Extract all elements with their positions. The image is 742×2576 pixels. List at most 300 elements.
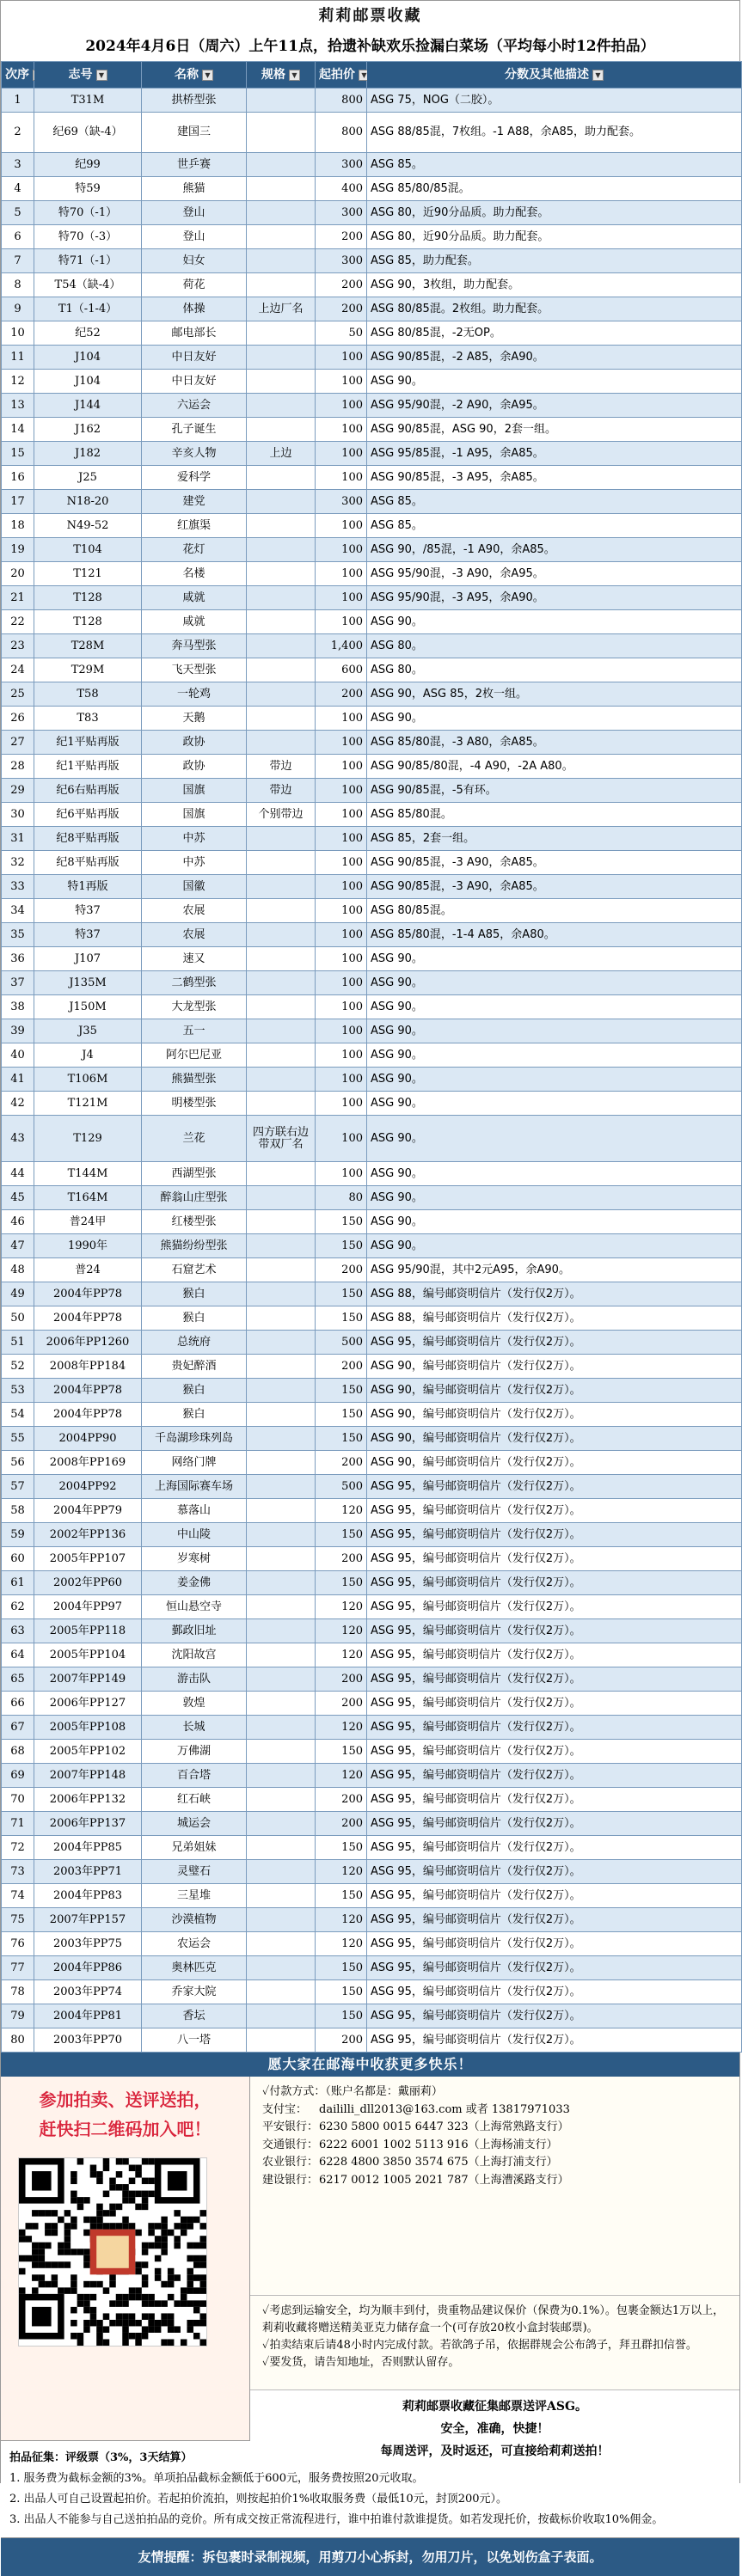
col-description-cell: ASG 85。 <box>367 490 742 514</box>
col-code-cell: T1（-1-4） <box>34 297 142 321</box>
table-row[interactable] <box>2 851 742 875</box>
col-spec-cell <box>247 153 316 177</box>
table-row[interactable] <box>2 1210 742 1234</box>
table-row[interactable] <box>2 682 742 707</box>
col-description-cell: ASG 95/90混，-3 A95，余A90。 <box>367 586 742 610</box>
col-code-cell: 2006年PP132 <box>34 1788 142 1812</box>
col-index-cell: 14 <box>2 418 34 442</box>
col-name-cell: 国旗 <box>142 803 247 827</box>
col-code-header[interactable] <box>34 62 142 89</box>
table-row[interactable] <box>2 1234 742 1258</box>
col-description-header[interactable] <box>367 62 742 89</box>
table-row[interactable] <box>2 370 742 394</box>
col-description-cell: ASG 95，编号邮资明信片（发行仅2万）。 <box>367 1740 742 1764</box>
table-row[interactable] <box>2 1019 742 1043</box>
filter-dropdown-icon[interactable]: ▼ <box>96 70 107 81</box>
col-start-price-cell: 150 <box>316 1282 367 1306</box>
col-start-price-cell: 100 <box>316 1043 367 1068</box>
col-description-cell: ASG 90。 <box>367 995 742 1019</box>
payment-label: 农业银行： <box>262 2156 319 2169</box>
payment-account: 6230 5800 0015 6447 323（上海常熟路支行） <box>319 2120 569 2133</box>
col-index-cell: 75 <box>2 1908 34 1932</box>
table-row[interactable] <box>2 1162 742 1186</box>
col-spec-cell <box>247 1860 316 1884</box>
col-name-cell: 一轮鸡 <box>142 682 247 707</box>
col-spec-cell <box>247 731 316 755</box>
col-name-cell: 孔子诞生 <box>142 418 247 442</box>
table-row[interactable] <box>2 1956 742 1980</box>
col-index-header[interactable] <box>2 62 34 89</box>
col-description-cell: ASG 80。 <box>367 634 742 658</box>
col-index-cell: 26 <box>2 707 34 731</box>
col-spec-cell <box>247 1740 316 1764</box>
table-row[interactable] <box>2 273 742 297</box>
slogan-line-3: 每周送评，及时返还，可直接给莉莉送拍！ <box>380 2444 610 2458</box>
table-row[interactable] <box>2 538 742 562</box>
col-description-cell: ASG 90，3枚组，助力配套。 <box>367 273 742 297</box>
filter-dropdown-icon[interactable]: ▼ <box>289 70 300 81</box>
col-name-cell: 飞天型张 <box>142 658 247 682</box>
table-row[interactable] <box>2 1475 742 1499</box>
col-spec-cell <box>247 1619 316 1643</box>
col-index-cell: 56 <box>2 1451 34 1475</box>
col-spec-cell <box>247 113 316 153</box>
col-start-price-cell: 200 <box>316 297 367 321</box>
table-row[interactable] <box>2 1043 742 1068</box>
payment-line <box>262 2102 727 2120</box>
col-code-cell: 2004年PP78 <box>34 1379 142 1403</box>
col-spec-cell <box>247 490 316 514</box>
col-index-cell: 74 <box>2 1884 34 1908</box>
table-row[interactable] <box>2 1068 742 1092</box>
table-row[interactable] <box>2 1186 742 1210</box>
col-name-cell: 百合塔 <box>142 1764 247 1788</box>
col-code-cell: J107 <box>34 947 142 971</box>
col-code-cell: T128 <box>34 586 142 610</box>
table-row[interactable] <box>2 779 742 803</box>
col-start-price-cell: 400 <box>316 177 367 201</box>
col-code-cell: T164M <box>34 1186 142 1210</box>
col-index-cell: 5 <box>2 201 34 225</box>
col-start-price-cell: 100 <box>316 586 367 610</box>
col-spec-cell <box>247 2004 316 2028</box>
col-name-cell: 姜金佛 <box>142 1571 247 1595</box>
col-description-cell: ASG 90，编号邮资明信片（发行仅2万）。 <box>367 1403 742 1427</box>
col-spec-cell <box>247 1258 316 1282</box>
col-spec-cell <box>247 851 316 875</box>
col-description-cell: ASG 85。 <box>367 153 742 177</box>
col-name-cell: 敦煌 <box>142 1692 247 1716</box>
info-panel <box>250 2077 739 2458</box>
col-start-price-cell: 200 <box>316 1547 367 1571</box>
footer-reminder: 友情提醒：拆包裹时录制视频，用剪刀小心拆封，勿用刀片，以免划伤盒子表面。 <box>1 2538 739 2576</box>
table-row[interactable] <box>2 394 742 418</box>
col-spec-cell <box>247 177 316 201</box>
table-row[interactable] <box>2 466 742 490</box>
col-code-cell: J104 <box>34 346 142 370</box>
filter-dropdown-icon[interactable]: ▼ <box>202 70 213 81</box>
col-name-cell: 总统府 <box>142 1331 247 1355</box>
table-row[interactable] <box>2 418 742 442</box>
table-row[interactable] <box>2 995 742 1019</box>
slogan-line-1: 莉莉邮票收藏征集邮票送评ASG。 <box>402 2400 587 2414</box>
rules-heading: 拍品征集：评级票（3%，3天结算） <box>9 2451 193 2464</box>
col-name-header[interactable] <box>142 62 247 89</box>
col-index-cell: 45 <box>2 1186 34 1210</box>
col-start-price-cell: 100 <box>316 418 367 442</box>
col-code-cell: 2005年PP108 <box>34 1716 142 1740</box>
col-code-cell: T29M <box>34 658 142 682</box>
col-name-cell: 妇女 <box>142 249 247 273</box>
col-code-cell: 2004年PP83 <box>34 1884 142 1908</box>
col-index-cell: 49 <box>2 1282 34 1306</box>
col-start-price-cell: 150 <box>316 1980 367 2004</box>
col-description-cell: ASG 95，编号邮资明信片（发行仅2万）。 <box>367 2004 742 2028</box>
table-row[interactable] <box>2 755 742 779</box>
col-index-cell: 3 <box>2 153 34 177</box>
table-row[interactable] <box>2 1716 742 1740</box>
table-row[interactable] <box>2 586 742 610</box>
col-name-cell: 五一 <box>142 1019 247 1043</box>
table-row[interactable] <box>2 562 742 586</box>
table-row[interactable] <box>2 634 742 658</box>
col-start-price-header[interactable] <box>316 62 367 89</box>
table-row[interactable] <box>2 1282 742 1306</box>
col-name-cell: 红旗渠 <box>142 514 247 538</box>
col-spec-cell <box>247 514 316 538</box>
col-description-cell: ASG 95，编号邮资明信片（发行仅2万）。 <box>367 1764 742 1788</box>
table-row[interactable] <box>2 2028 742 2053</box>
col-name-cell: 香坛 <box>142 2004 247 2028</box>
col-spec-cell <box>247 562 316 586</box>
col-index-cell: 59 <box>2 1523 34 1547</box>
col-description-cell: ASG 90/85混，-2 A85，余A90。 <box>367 346 742 370</box>
col-description-cell: ASG 85，助力配套。 <box>367 249 742 273</box>
col-start-price-cell: 150 <box>316 1427 367 1451</box>
col-code-cell: 纪8平贴再版 <box>34 851 142 875</box>
table-row[interactable] <box>2 803 742 827</box>
col-code-cell: 2008年PP169 <box>34 1451 142 1475</box>
col-index-cell: 36 <box>2 947 34 971</box>
col-index-cell: 10 <box>2 321 34 346</box>
col-name-cell: 六运会 <box>142 394 247 418</box>
col-start-price-cell: 200 <box>316 1355 367 1379</box>
col-spec-header[interactable] <box>247 62 316 89</box>
col-description-cell: ASG 90/85混，ASG 90，2套一组。 <box>367 418 742 442</box>
col-spec-cell <box>247 1019 316 1043</box>
col-index-cell: 61 <box>2 1571 34 1595</box>
table-row[interactable] <box>2 1764 742 1788</box>
payment-line <box>262 2137 727 2155</box>
table-row[interactable] <box>2 321 742 346</box>
col-index-cell: 69 <box>2 1764 34 1788</box>
col-name-cell: 荷花 <box>142 273 247 297</box>
column-label: 次序 <box>5 68 29 82</box>
column-label: 名称 <box>175 68 199 82</box>
table-row[interactable] <box>2 658 742 682</box>
col-code-cell: 2004年PP86 <box>34 1956 142 1980</box>
table-row[interactable] <box>2 707 742 731</box>
col-code-cell: 普24 <box>34 1258 142 1282</box>
table-row[interactable] <box>2 1547 742 1571</box>
table-row[interactable] <box>2 1836 742 1860</box>
col-description-cell: ASG 90。 <box>367 1043 742 1068</box>
table-row[interactable] <box>2 89 742 113</box>
col-description-cell: ASG 95/90混，其中2元A95，余A90。 <box>367 1258 742 1282</box>
col-start-price-cell: 100 <box>316 899 367 923</box>
table-row[interactable] <box>2 297 742 321</box>
table-row[interactable] <box>2 346 742 370</box>
col-spec-cell: 带边 <box>247 755 316 779</box>
col-index-cell: 70 <box>2 1788 34 1812</box>
col-spec-cell <box>247 971 316 995</box>
col-index-cell: 76 <box>2 1932 34 1956</box>
col-code-cell: 2004年PP79 <box>34 1499 142 1523</box>
col-index-cell: 17 <box>2 490 34 514</box>
table-row[interactable] <box>2 1306 742 1331</box>
payment-account: daililli_dll2013@163.com 或者 13817971033 <box>319 2102 570 2116</box>
table-row[interactable] <box>2 514 742 538</box>
col-description-cell: ASG 90/85混，-3 A95，余A85。 <box>367 466 742 490</box>
col-start-price-cell: 120 <box>316 1932 367 1956</box>
col-start-price-cell: 100 <box>316 370 367 394</box>
table-row[interactable] <box>2 177 742 201</box>
col-start-price-cell: 100 <box>316 346 367 370</box>
col-description-cell: ASG 85/80混，-1-4 A85，余A80。 <box>367 923 742 947</box>
col-name-cell: 沈阳故宫 <box>142 1643 247 1667</box>
payment-label: 交通银行： <box>262 2138 319 2151</box>
table-row[interactable] <box>2 1116 742 1162</box>
col-spec-cell <box>247 1282 316 1306</box>
col-spec-cell <box>247 1162 316 1186</box>
col-index-cell: 65 <box>2 1667 34 1692</box>
col-name-cell: 石窟艺术 <box>142 1258 247 1282</box>
col-description-cell: ASG 95/90混，-2 A90，余A95。 <box>367 394 742 418</box>
col-spec-cell <box>247 682 316 707</box>
col-description-cell: ASG 90/85混，-3 A90，余A85。 <box>367 875 742 899</box>
col-description-cell: ASG 90。 <box>367 971 742 995</box>
table-row[interactable] <box>2 1427 742 1451</box>
col-code-cell: 2007年PP157 <box>34 1908 142 1932</box>
col-start-price-cell: 100 <box>316 394 367 418</box>
col-index-cell: 31 <box>2 827 34 851</box>
col-spec-cell <box>247 1980 316 2004</box>
col-code-cell: T128 <box>34 610 142 634</box>
col-description-cell: ASG 80，近90分品质。助力配套。 <box>367 225 742 249</box>
table-row[interactable] <box>2 827 742 851</box>
table-row[interactable] <box>2 442 742 466</box>
col-description-cell: ASG 90。 <box>367 1019 742 1043</box>
table-row[interactable] <box>2 1812 742 1836</box>
col-description-cell: ASG 95，编号邮资明信片（发行仅2万）。 <box>367 1956 742 1980</box>
col-index-cell: 20 <box>2 562 34 586</box>
col-start-price-cell: 800 <box>316 89 367 113</box>
table-row[interactable] <box>2 971 742 995</box>
table-row[interactable] <box>2 875 742 899</box>
col-name-cell: 红石峡 <box>142 1788 247 1812</box>
col-code-cell: T83 <box>34 707 142 731</box>
col-spec-cell <box>247 1667 316 1692</box>
table-row[interactable] <box>2 1619 742 1643</box>
col-spec-cell <box>247 466 316 490</box>
col-name-cell: 醉翁山庄型张 <box>142 1186 247 1210</box>
table-row[interactable] <box>2 1379 742 1403</box>
col-spec-cell <box>247 1186 316 1210</box>
col-name-cell: 国徽 <box>142 875 247 899</box>
table-row[interactable] <box>2 947 742 971</box>
filter-dropdown-icon[interactable]: ▼ <box>359 70 370 81</box>
table-row[interactable] <box>2 1643 742 1667</box>
col-code-cell: J144 <box>34 394 142 418</box>
table-row[interactable] <box>2 1355 742 1379</box>
table-row[interactable] <box>2 1331 742 1355</box>
table-row[interactable] <box>2 1884 742 1908</box>
col-code-cell: T58 <box>34 682 142 707</box>
col-name-cell: 西湖型张 <box>142 1162 247 1186</box>
col-index-cell: 41 <box>2 1068 34 1092</box>
table-row[interactable] <box>2 899 742 923</box>
table-row[interactable] <box>2 1692 742 1716</box>
col-spec-cell <box>247 1475 316 1499</box>
col-start-price-cell: 100 <box>316 562 367 586</box>
col-name-cell: 城运会 <box>142 1812 247 1836</box>
col-spec-cell <box>247 1836 316 1860</box>
col-description-cell: ASG 88，编号邮资明信片（发行仅2万）。 <box>367 1306 742 1331</box>
table-row[interactable] <box>2 249 742 273</box>
table-row[interactable] <box>2 1258 742 1282</box>
col-spec-cell <box>247 707 316 731</box>
table-row[interactable] <box>2 731 742 755</box>
col-name-cell: 慕落山 <box>142 1499 247 1523</box>
col-spec-cell <box>247 923 316 947</box>
col-name-cell: 国旗 <box>142 779 247 803</box>
table-row[interactable] <box>2 1092 742 1116</box>
col-start-price-cell: 120 <box>316 1643 367 1667</box>
col-code-cell: 2005年PP107 <box>34 1547 142 1571</box>
table-row[interactable] <box>2 610 742 634</box>
col-code-cell: J104 <box>34 370 142 394</box>
table-row[interactable] <box>2 1908 742 1932</box>
table-row[interactable] <box>2 1740 742 1764</box>
col-start-price-cell: 120 <box>316 1595 367 1619</box>
table-row[interactable] <box>2 1499 742 1523</box>
col-spec-cell <box>247 658 316 682</box>
col-name-cell: 猴白 <box>142 1306 247 1331</box>
col-start-price-cell: 150 <box>316 1884 367 1908</box>
col-index-cell: 63 <box>2 1619 34 1643</box>
col-name-cell: 长城 <box>142 1716 247 1740</box>
col-spec-cell: 带边 <box>247 779 316 803</box>
table-row[interactable] <box>2 153 742 177</box>
table-row[interactable] <box>2 113 742 153</box>
col-code-cell: 纪8平贴再版 <box>34 827 142 851</box>
col-index-cell: 64 <box>2 1643 34 1667</box>
col-code-cell: T28M <box>34 634 142 658</box>
col-description-cell: ASG 85，2套一组。 <box>367 827 742 851</box>
col-index-cell: 73 <box>2 1860 34 1884</box>
table-row[interactable] <box>2 490 742 514</box>
col-spec-cell <box>247 1043 316 1068</box>
table-row[interactable] <box>2 1980 742 2004</box>
col-name-cell: 猴白 <box>142 1282 247 1306</box>
col-name-cell: 中日友好 <box>142 370 247 394</box>
col-start-price-cell: 200 <box>316 1451 367 1475</box>
table-row[interactable] <box>2 1788 742 1812</box>
col-code-cell: T104 <box>34 538 142 562</box>
col-name-cell: 体操 <box>142 297 247 321</box>
table-row[interactable] <box>2 1860 742 1884</box>
col-index-cell: 60 <box>2 1547 34 1571</box>
col-code-cell: 1990年 <box>34 1234 142 1258</box>
payment-account: 6222 6001 1002 5113 916（上海杨浦支行） <box>319 2138 558 2151</box>
table-row[interactable] <box>2 2004 742 2028</box>
table-row[interactable] <box>2 923 742 947</box>
col-code-cell: 特70（-1） <box>34 201 142 225</box>
col-start-price-cell: 100 <box>316 466 367 490</box>
col-name-cell: 花灯 <box>142 538 247 562</box>
col-description-cell: ASG 85/80混，-3 A80，余A85。 <box>367 731 742 755</box>
col-start-price-cell: 200 <box>316 682 367 707</box>
col-index-cell: 68 <box>2 1740 34 1764</box>
filter-dropdown-icon[interactable]: ▼ <box>592 70 604 81</box>
table-row[interactable] <box>2 1667 742 1692</box>
table-row[interactable] <box>2 225 742 249</box>
col-start-price-cell: 120 <box>316 1619 367 1643</box>
col-description-cell: ASG 90。 <box>367 1068 742 1092</box>
table-row[interactable] <box>2 201 742 225</box>
col-name-cell: 政协 <box>142 731 247 755</box>
table-row[interactable] <box>2 1451 742 1475</box>
table-row[interactable] <box>2 1932 742 1956</box>
col-code-cell: 纪1平贴再版 <box>34 755 142 779</box>
col-start-price-cell: 600 <box>316 658 367 682</box>
col-description-cell: ASG 90。 <box>367 1092 742 1116</box>
col-code-cell: J35 <box>34 1019 142 1043</box>
table-row[interactable] <box>2 1595 742 1619</box>
col-code-cell: 特59 <box>34 177 142 201</box>
col-code-cell: 2003年PP74 <box>34 1980 142 2004</box>
col-index-cell: 34 <box>2 899 34 923</box>
col-start-price-cell: 150 <box>316 1306 367 1331</box>
col-description-cell: ASG 90。 <box>367 610 742 634</box>
col-code-cell: 纪6右贴再版 <box>34 779 142 803</box>
col-name-cell: 登山 <box>142 225 247 249</box>
table-row[interactable] <box>2 1571 742 1595</box>
col-code-cell: 2004年PP78 <box>34 1403 142 1427</box>
col-description-cell: ASG 90。 <box>367 947 742 971</box>
table-row[interactable] <box>2 1523 742 1547</box>
col-index-cell: 44 <box>2 1162 34 1186</box>
col-code-cell: 2003年PP71 <box>34 1860 142 1884</box>
col-index-cell: 43 <box>2 1116 34 1162</box>
col-spec-cell <box>247 1716 316 1740</box>
table-row[interactable] <box>2 1403 742 1427</box>
col-index-cell: 24 <box>2 658 34 682</box>
col-name-cell: 咸就 <box>142 610 247 634</box>
col-name-cell: 沙漠植物 <box>142 1908 247 1932</box>
col-index-cell: 53 <box>2 1379 34 1403</box>
col-start-price-cell: 120 <box>316 1499 367 1523</box>
payment-line <box>262 2119 727 2137</box>
col-spec-cell <box>247 1331 316 1355</box>
col-index-cell: 77 <box>2 1956 34 1980</box>
qr-code[interactable] <box>18 2157 207 2347</box>
col-start-price-cell: 200 <box>316 1788 367 1812</box>
note-3: ✓要发货，请告知地址，否则默认留存。 <box>262 2356 460 2369</box>
col-description-cell: ASG 95，编号邮资明信片（发行仅2万）。 <box>367 1667 742 1692</box>
col-description-cell: ASG 95，编号邮资明信片（发行仅2万）。 <box>367 1716 742 1740</box>
col-name-cell: 万佛湖 <box>142 1740 247 1764</box>
